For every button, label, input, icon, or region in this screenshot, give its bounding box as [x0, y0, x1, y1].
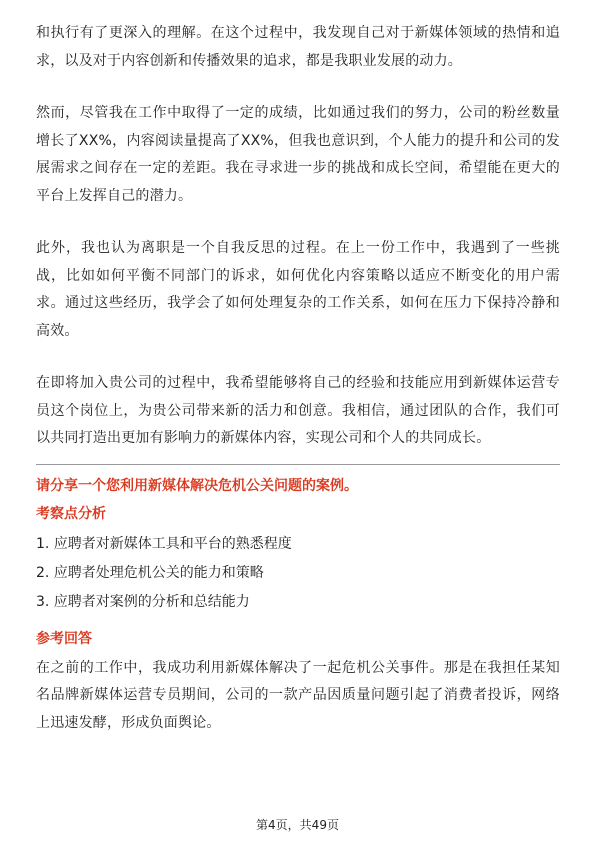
section-divider: [36, 464, 560, 465]
analysis-list: [36, 530, 560, 617]
body-paragraph-1: 和执行有了更深入的理解。在这个过程中，我发现自己对于新媒体领域的热情和追求，以及对于内容创新和传播效果的追求，都是我职业发展的动力。: [36, 25, 560, 69]
page-number: 第4页，共49页: [256, 818, 339, 832]
reference-answer-heading: 参考回答: [36, 630, 92, 647]
analysis-point: 3. 应聘者对案例的分析和总结能力: [36, 593, 250, 610]
body-paragraph-2: 然而，尽管我在工作中取得了一定的成绩，比如通过我们的努力，公司的粉丝数量增长了XX%，内容阅读量提高了XX%，但我也意识到，个人能力的提升和公司的发展需求之间存在一定的差距。我在寻求进一步的挑战和成长空间，希望能在更大的平台上发挥自己的潜力。: [36, 105, 560, 204]
body-paragraph-4: 在即将加入贵公司的过程中，我希望能够将自己的经验和技能应用到新媒体运营专员这个岗位上，为贵公司带来新的活力和创意。我相信，通过团队的合作，我们可以共同打造出更加有影响力的新媒体内容，实现公司和个人的共同成长。: [36, 375, 560, 446]
analysis-point: 2. 应聘者处理危机公关的能力和策略: [36, 564, 264, 581]
document-page: [36, 20, 560, 737]
reference-answer-text: 在之前的工作中，我成功利用新媒体解决了一起危机公关事件。那是在我担任某知名品牌新媒体运营专员期间，公司的一款产品因质量问题引起了消费者投诉，网络上迅速发酵，形成负面舆论。: [36, 659, 560, 731]
analysis-point: 1. 应聘者对新媒体工具和平台的熟悉程度: [36, 535, 292, 552]
body-paragraph-3: 此外，我也认为离职是一个自我反思的过程。在上一份工作中，我遇到了一些挑战，比如如何平衡不同部门的诉求，如何优化内容策略以适应不断变化的用户需求。通过这些经历，我学会了如何处理复杂的工作关系，如何在压力下保持冷静和高效。: [36, 240, 560, 339]
interview-question: 请分享一个您利用新媒体解决危机公关问题的案例。: [36, 477, 358, 494]
analysis-heading: 考察点分析: [36, 505, 106, 522]
